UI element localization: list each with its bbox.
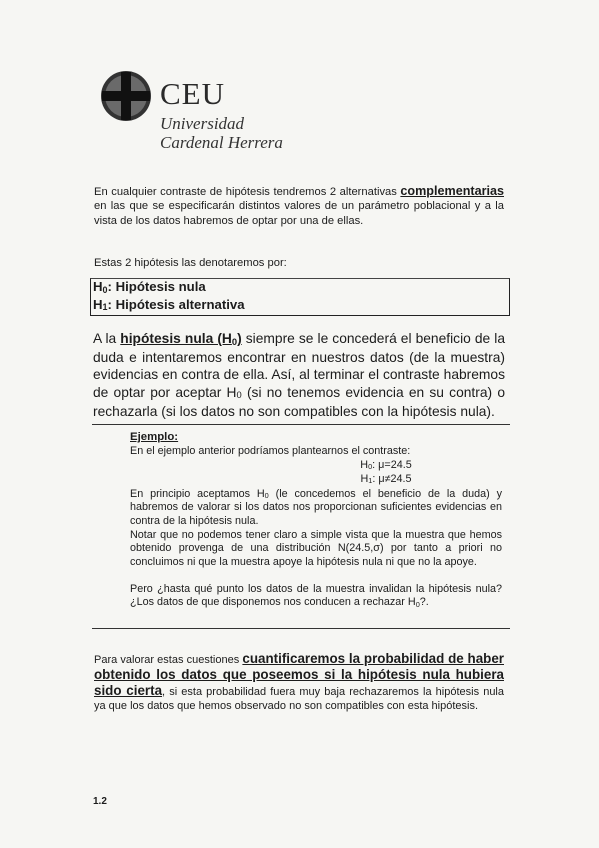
intro-text-2: en las que se especificarán distintos valores de un parámetro poblacional y a la vista de los datos habremos de optar por una de ellas. bbox=[94, 200, 504, 227]
example-paragraph-2: Notar que no podemos tener claro a simple vista que la muestra que hemos obtenido provenga de una distribución N(24.5,σ) por tanto a priori no concluimos ni que la muestra apoye la hipótesis nula ni que no la apoye. bbox=[130, 529, 502, 568]
f1-rest: : μ≠24.5 bbox=[372, 473, 412, 485]
intro-text-1: En cualquier contraste de hipótesis tendremos 2 alternativas bbox=[94, 186, 401, 198]
main-h0-sub: 0 bbox=[236, 390, 242, 401]
f1-sub: 1 bbox=[368, 476, 373, 486]
h0-subscript: 0 bbox=[102, 284, 108, 295]
intro-complementarias: complementarias bbox=[400, 184, 504, 198]
f0-rest: : μ=24.5 bbox=[372, 459, 412, 471]
p3a: Pero ¿hasta qué punto los datos de la muestra invalidan la hipótesis nula? ¿Los datos de que disponemos nos conducen a rechazar H bbox=[130, 583, 502, 609]
p1a: En principio aceptamos H bbox=[130, 488, 265, 500]
h0-label: : Hipótesis nula bbox=[107, 279, 206, 294]
example-top-rule bbox=[92, 424, 510, 425]
main-text-3: (si no tenemos evidencia en su contra) o rechazarla (si los datos no son compatibles con la hipótesis nula). bbox=[93, 384, 505, 419]
h0-symbol: H bbox=[93, 279, 103, 294]
example-intro: En el ejemplo anterior podríamos plantearnos el contraste: bbox=[130, 445, 411, 457]
main-text-2: siempre se le concederá el beneficio de la duda e intentaremos encontrar en nuestros datos (de la muestra) evidencias en contra de ella. Así, al terminar el contraste habremos de optar por aceptar H bbox=[93, 331, 505, 400]
formula-h1 bbox=[130, 473, 572, 486]
page-number: 1.2 bbox=[93, 796, 107, 807]
example-title: Ejemplo: bbox=[130, 431, 179, 443]
final-paragraph bbox=[94, 651, 504, 713]
hypotheses-box bbox=[90, 278, 510, 316]
f1-h: H bbox=[360, 473, 369, 485]
p1sub: 0 bbox=[264, 491, 269, 501]
h1-symbol: H bbox=[93, 296, 103, 312]
final-text-1: Para valorar estas cuestiones bbox=[94, 654, 243, 666]
h1-line bbox=[91, 297, 509, 315]
f0-sub: 0 bbox=[368, 462, 373, 472]
h1-label: : Hipótesis alternativa bbox=[107, 296, 245, 312]
university-logo bbox=[100, 70, 300, 155]
f0-h: H bbox=[360, 459, 369, 471]
main-underlined: hipótesis nula (H bbox=[120, 331, 232, 346]
h1-subscript: 1 bbox=[102, 302, 108, 313]
main-underlined-sub: 0 bbox=[231, 336, 238, 347]
p3sub: 0 bbox=[415, 599, 420, 609]
main-underlined-close: ) bbox=[237, 331, 242, 346]
final-text-2: , si esta probabilidad fuera muy baja rechazaremos la hipótesis nula ya que los datos que hemos observado no son compatibles con esta hipótesis. bbox=[94, 686, 504, 712]
example-bottom-rule bbox=[92, 628, 510, 629]
logo-subtitle bbox=[160, 114, 283, 152]
main-text-1: A la bbox=[93, 331, 121, 346]
logo-name: CEU bbox=[160, 76, 225, 111]
p1b: (le concedemos el beneficio de la duda) y habremos de valorar si los datos nos proporcionan suficientes evidencias en contra de la hipótesis nula. bbox=[130, 488, 502, 527]
logo-line-2: Cardenal Herrera bbox=[160, 133, 283, 152]
p3b: ?. bbox=[419, 596, 429, 609]
h0-line bbox=[91, 279, 509, 297]
null-hypothesis-paragraph bbox=[93, 330, 505, 420]
final-underlined: cuantificaremos la probabilidad de haber obtenido los datos que poseemos si la hipótesis nula hubiera sido cierta bbox=[94, 651, 504, 698]
logo-line-1: Universidad bbox=[160, 114, 245, 133]
example-paragraph-1 bbox=[130, 488, 502, 528]
ceu-cross-crest-icon bbox=[100, 70, 152, 122]
example-paragraph-3 bbox=[130, 583, 502, 610]
formula-h0 bbox=[130, 459, 572, 472]
denote-line: Estas 2 hipótesis las denotaremos por: bbox=[94, 257, 287, 269]
intro-paragraph bbox=[94, 184, 504, 228]
